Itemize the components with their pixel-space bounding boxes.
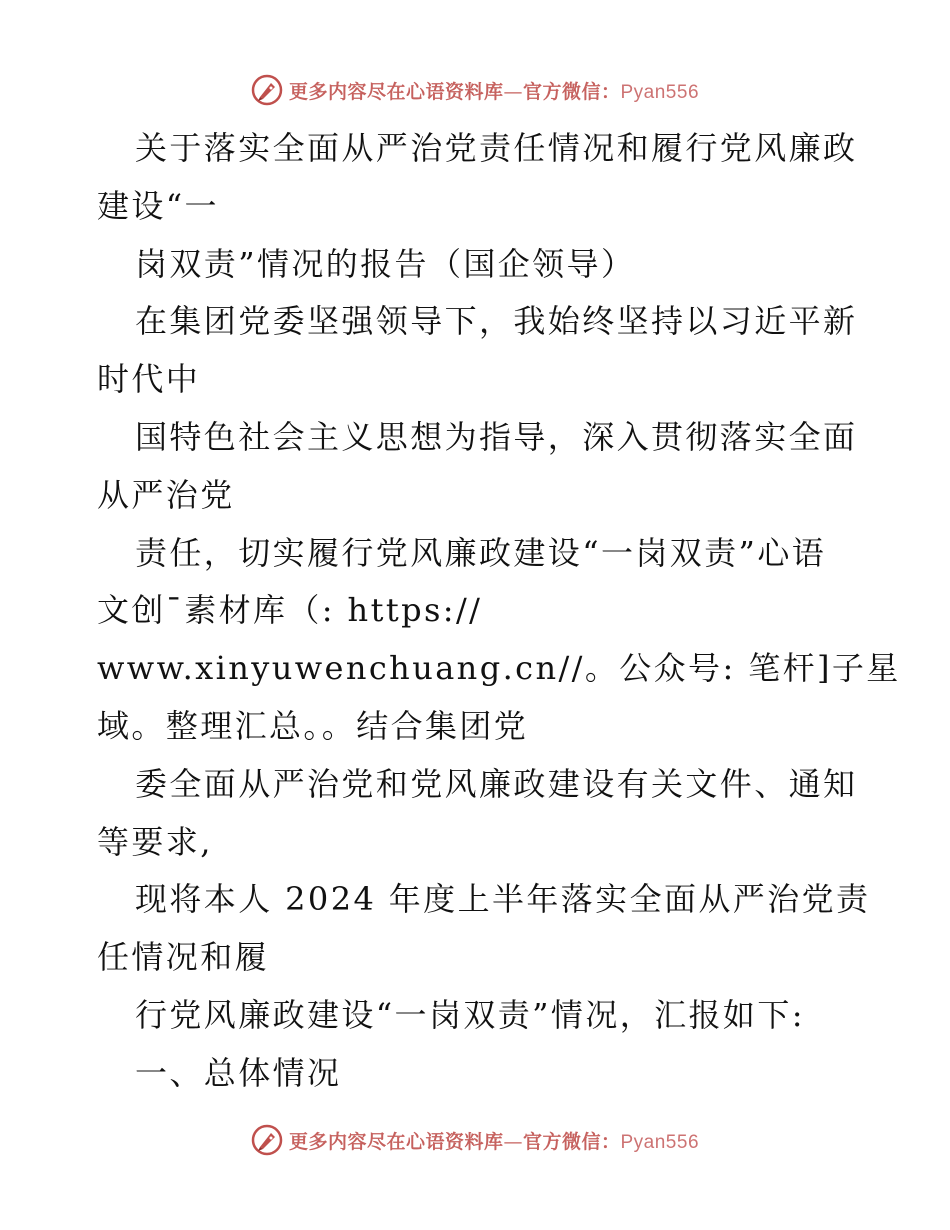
footer-watermark-banner: [0, 1120, 950, 1160]
pen-nib-logo-icon: [251, 1124, 283, 1156]
document-body: [97, 120, 901, 1103]
body-line: 等要求,: [97, 822, 213, 861]
title-line-2: 建设“一: [97, 186, 219, 225]
watermark-text: [289, 1127, 699, 1154]
watermark-text: [289, 77, 699, 104]
body-line: 任情况和履: [97, 938, 270, 977]
watermark-contact: 官方微信：: [522, 1130, 621, 1153]
body-line: 委全面从严治党和党风廉政建设有关文件、通知: [135, 764, 858, 803]
body-line: 在集团党委坚强领导下，我始终坚持以习近平新: [135, 302, 858, 341]
watermark-sep: —: [503, 1130, 523, 1153]
pen-nib-logo-icon: [251, 74, 283, 106]
watermark-main: 更多内容尽在心语资料库: [288, 80, 504, 103]
body-line: 文创¯素材库（: https://: [97, 591, 483, 630]
watermark-main: 更多内容尽在心语资料库: [288, 1130, 504, 1153]
body-line: 国特色社会主义思想为指导，深入贯彻落实全面: [135, 417, 858, 456]
body-line: 现将本人 2024 年度上半年落实全面从严治党责: [135, 880, 871, 919]
header-watermark-banner: [0, 70, 950, 110]
watermark-contact: 官方微信：: [522, 80, 621, 103]
body-line: 行党风廉政建设“一岗双责”情况，汇报如下:: [135, 995, 805, 1034]
title-line-1: 关于落实全面从严治党责任情况和履行党风廉政: [135, 129, 858, 167]
body-line: www.xinyuwenchuang.cn//。公众号: 笔杆]子星: [97, 649, 901, 688]
body-line: 从严治党: [97, 475, 235, 514]
watermark-id: Pyan556: [620, 81, 700, 103]
title-line-3: 岗双责”情况的报告（国企领导）: [135, 244, 636, 283]
body-line: 时代中: [97, 360, 201, 399]
body-line: 域。整理汇总。。结合集团党: [97, 706, 529, 745]
body-line: 责任，切实履行党风廉政建设“一岗双责”心语: [135, 533, 827, 572]
watermark-sep: —: [503, 80, 523, 103]
section-heading: 一、总体情况: [135, 1053, 342, 1092]
watermark-id: Pyan556: [620, 1131, 700, 1153]
